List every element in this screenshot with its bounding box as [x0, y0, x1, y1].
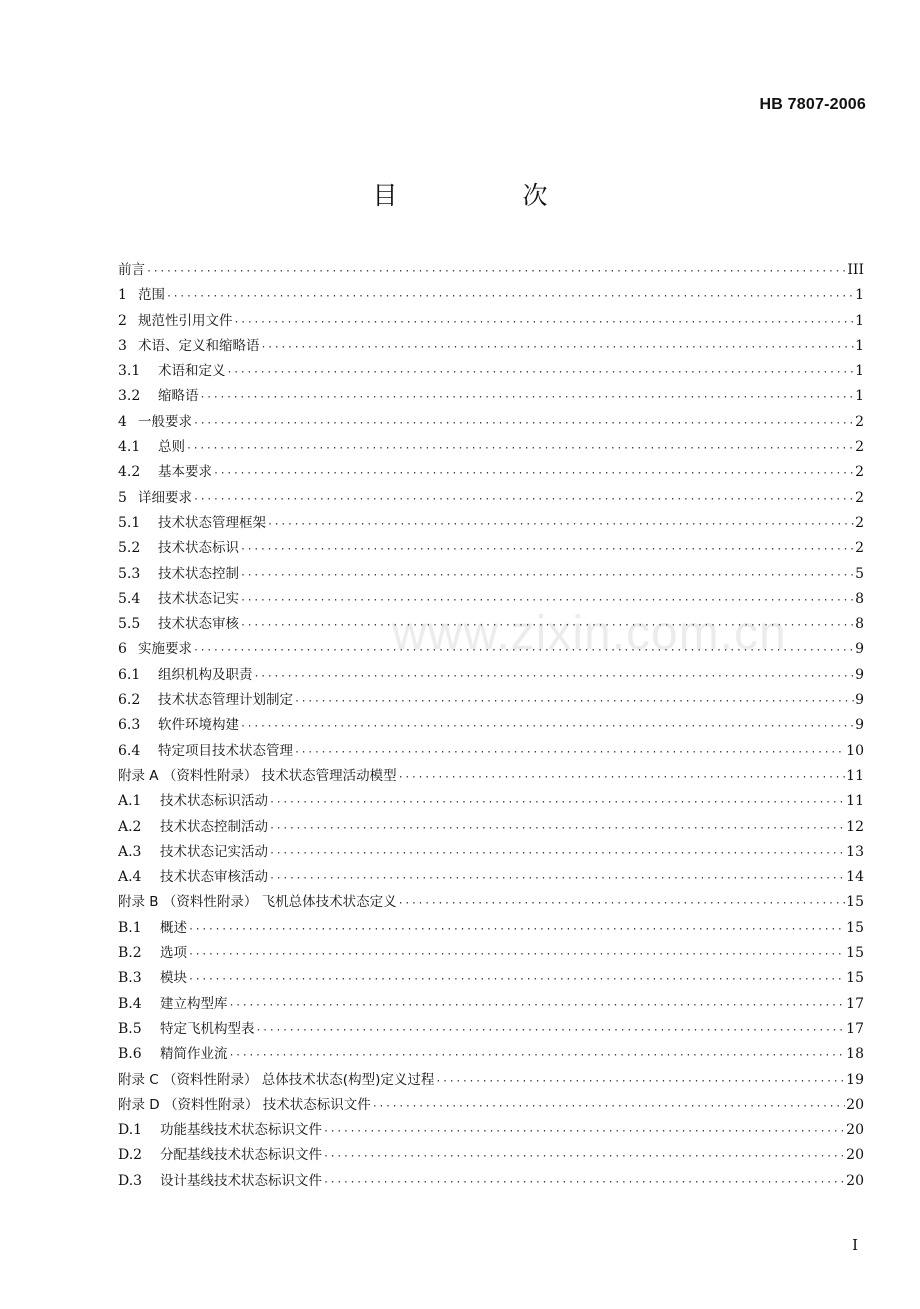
dot-leader: [323, 1170, 845, 1194]
dot-leader: [269, 790, 845, 814]
toc-entry-page: 18: [846, 1046, 864, 1063]
toc-entry[interactable]: [118, 435, 864, 460]
dot-leader: [227, 360, 855, 384]
toc-entry-page: 12: [846, 818, 864, 835]
toc-entry-number: B.1: [118, 919, 142, 936]
toc-entry-number: B.6: [118, 1046, 142, 1063]
dot-leader: [267, 512, 854, 536]
dot-leader: [213, 461, 854, 485]
standard-code: HB 7807-2006: [759, 96, 866, 113]
toc-entry-page: 8: [855, 590, 864, 607]
toc-entry-page: 1: [855, 287, 864, 304]
toc-entry[interactable]: [118, 536, 864, 561]
dot-leader: [269, 866, 845, 890]
toc-entry-number: 5.3: [118, 565, 141, 582]
toc-entry-number: B.4: [118, 995, 142, 1012]
toc-entry-label: 术语、定义和缩略语: [138, 337, 260, 354]
toc-entry[interactable]: [118, 764, 864, 789]
toc-entry-label: 精简作业流: [160, 1046, 228, 1063]
toc-entry-page: 20: [846, 1096, 864, 1113]
toc-entry-page: 13: [846, 843, 864, 860]
toc-entry[interactable]: [118, 1118, 864, 1143]
toc-entry[interactable]: [118, 637, 864, 662]
toc-entry-label: 概述: [160, 919, 187, 936]
dot-leader: [234, 310, 855, 334]
toc-entry-page: 8: [855, 616, 864, 633]
toc-entry-label: 特定项目技术状态管理: [158, 742, 293, 759]
toc-entry-label: 技术状态审核活动: [160, 869, 268, 886]
toc-entry-number: 5: [118, 489, 127, 506]
toc-entry-label: 技术状态标识: [158, 540, 239, 557]
toc-entry-label: 规范性引用文件: [138, 312, 233, 329]
toc-entry-label: 一般要求: [138, 413, 192, 430]
dot-leader: [166, 284, 854, 308]
toc-entry-number: A.3: [118, 843, 142, 860]
toc-entry-number: B.5: [118, 1020, 142, 1037]
toc-entry-label: 特定飞机构型表: [160, 1020, 255, 1037]
toc-entry-label: 设计基线技术状态标识文件: [160, 1172, 322, 1189]
toc-entry[interactable]: [118, 511, 864, 536]
dot-leader: [240, 588, 854, 612]
toc-entry-number: 5.1: [118, 514, 141, 531]
toc-entry-page: 1: [855, 388, 864, 405]
dot-leader: [193, 411, 854, 435]
dot-leader: [398, 765, 846, 789]
toc-entry-page: 15: [846, 970, 864, 987]
toc-entry-number: 4: [118, 413, 127, 430]
toc-entry[interactable]: [118, 1169, 864, 1194]
toc-entry-page: 2: [855, 413, 864, 430]
toc-entry[interactable]: [118, 334, 864, 359]
toc-entry-label: 模块: [160, 970, 187, 987]
toc-entry[interactable]: [118, 865, 864, 890]
toc-entry[interactable]: [118, 612, 864, 637]
toc-entry-label: 软件环境构建: [158, 717, 239, 734]
toc-entry-number: A.1: [118, 793, 142, 810]
toc-entry-page: 11: [846, 767, 864, 784]
dot-leader: [294, 689, 854, 713]
toc-entry-page: 2: [855, 514, 864, 531]
dot-leader: [269, 816, 845, 840]
toc-entry[interactable]: [118, 384, 864, 409]
dot-leader: [240, 563, 854, 587]
dot-leader: [229, 993, 846, 1017]
toc-entry[interactable]: [118, 992, 864, 1017]
dot-leader: [254, 664, 855, 688]
toc-entry-page: 9: [855, 666, 864, 683]
toc-entry-number: 4.1: [118, 439, 141, 456]
dot-leader: [240, 613, 854, 637]
toc-entry-label: 技术状态管理计划制定: [158, 692, 293, 709]
toc-entry[interactable]: [118, 359, 864, 384]
toc-entry-number: 1: [118, 287, 127, 304]
toc-entry-label: 实施要求: [138, 641, 192, 658]
toc-entry-page: 17: [846, 1020, 864, 1037]
toc-entry-number: 3.2: [118, 388, 141, 405]
toc-entry-page: 19: [846, 1071, 864, 1088]
toc-entry-page: 10: [846, 742, 864, 759]
toc-entry-label: 附录 D （资料性附录） 技术状态标识文件: [118, 1096, 371, 1113]
dot-leader: [323, 1144, 845, 1168]
toc-entry-number: 2: [118, 312, 127, 329]
toc-entry-label: 技术状态管理框架: [158, 514, 266, 531]
toc-entry[interactable]: [118, 587, 864, 612]
toc-entry-number: 3.1: [118, 363, 141, 380]
toc-entry-page: 9: [855, 692, 864, 709]
dot-leader: [240, 714, 854, 738]
toc-entry-page: 15: [846, 894, 864, 911]
toc-entry-page: 15: [846, 945, 864, 962]
watermark: www.zixin.com.cn: [392, 607, 787, 660]
toc-entry-page: 2: [855, 489, 864, 506]
toc-entry[interactable]: [118, 486, 864, 511]
dot-leader: [146, 259, 846, 283]
toc-entry-label: 详细要求: [138, 489, 192, 506]
toc-entry-label: 功能基线技术状态标识文件: [160, 1122, 322, 1139]
page-title: 目 次: [372, 181, 598, 210]
toc-entry[interactable]: [118, 410, 864, 435]
dot-leader: [435, 1069, 845, 1093]
dot-leader: [372, 1094, 845, 1118]
dot-leader: [193, 638, 854, 662]
toc-entry-number: A.2: [118, 818, 142, 835]
toc-entry-label: 技术状态控制: [158, 565, 239, 582]
dot-leader: [188, 942, 845, 966]
toc-entry-page: 1: [855, 337, 864, 354]
toc-entry-label: 建立构型库: [160, 995, 228, 1012]
toc-entry-page: 1: [855, 312, 864, 329]
toc-entry-page: 11: [846, 793, 864, 810]
toc-entry-number: 5.4: [118, 590, 141, 607]
toc-entry[interactable]: [118, 916, 864, 941]
toc-entry-page: 9: [855, 641, 864, 658]
toc-entry-number: D.1: [118, 1122, 143, 1139]
toc-entry-number: 6.4: [118, 742, 141, 759]
toc-entry-page: 20: [846, 1147, 864, 1164]
toc-entry-number: 5.5: [118, 616, 141, 633]
toc-entry[interactable]: [118, 789, 864, 814]
dot-leader: [193, 487, 854, 511]
toc-entry-page: 17: [846, 995, 864, 1012]
toc-entry-label: 组织机构及职责: [158, 666, 253, 683]
toc-entry-page: 1: [855, 363, 864, 380]
toc-entry-number: D.2: [118, 1147, 143, 1164]
dot-leader: [229, 1043, 846, 1067]
toc-entry-page: 2: [855, 439, 864, 456]
dot-leader: [323, 1119, 845, 1143]
toc-entry[interactable]: [118, 663, 864, 688]
toc-entry-page: III: [847, 262, 864, 278]
toc-entry-label: 附录 B （资料性附录） 飞机总体技术状态定义: [118, 894, 397, 911]
toc-entry[interactable]: [118, 815, 864, 840]
toc-entry[interactable]: [118, 966, 864, 991]
toc-entry-number: 6.3: [118, 717, 141, 734]
toc-entry-number: 6: [118, 641, 127, 658]
dot-leader: [186, 436, 854, 460]
toc-entry-page: 2: [855, 464, 864, 481]
toc-entry[interactable]: [118, 1093, 864, 1118]
toc-entry-page: 15: [846, 919, 864, 936]
toc-entry-label: 前言: [118, 262, 145, 278]
toc-entry-page: 20: [846, 1172, 864, 1189]
toc-entry-label: 附录 A （资料性附录） 技术状态管理活动模型: [118, 767, 397, 784]
toc-entry-label: 分配基线技术状态标识文件: [160, 1147, 322, 1164]
toc-entry[interactable]: [118, 739, 864, 764]
dot-leader: [188, 967, 845, 991]
toc-entry-label: 基本要求: [158, 464, 212, 481]
toc-entry[interactable]: [118, 1042, 864, 1067]
toc-entry-label: 附录 C （资料性附录） 总体技术状态(构型)定义过程: [118, 1071, 435, 1088]
toc-entry[interactable]: [118, 840, 864, 865]
toc-entry[interactable]: [118, 309, 864, 334]
toc-entry-number: 3: [118, 337, 127, 354]
dot-leader: [200, 385, 855, 409]
toc-entry-number: D.3: [118, 1172, 143, 1189]
toc-entry-number: 6.1: [118, 666, 141, 683]
page-number: I: [852, 1236, 858, 1254]
dot-leader: [398, 891, 846, 915]
toc-entry[interactable]: [118, 713, 864, 738]
toc-entry-number: B.2: [118, 945, 142, 962]
toc-entry[interactable]: [118, 941, 864, 966]
toc-entry-label: 范围: [138, 287, 165, 304]
toc-entry-number: 4.2: [118, 464, 141, 481]
toc-entry-label: 技术状态记实活动: [160, 843, 268, 860]
toc-entry-page: 9: [855, 717, 864, 734]
toc-entry-page: 5: [855, 565, 864, 582]
dot-leader: [256, 1018, 846, 1042]
toc-entry[interactable]: [118, 258, 864, 283]
toc-entry-number: 5.2: [118, 540, 141, 557]
dot-leader: [188, 917, 845, 941]
toc-entry-label: 术语和定义: [158, 363, 226, 380]
toc-entry-number: 6.2: [118, 692, 141, 709]
toc-entry-label: 总则: [158, 439, 185, 456]
toc-entry-page: 2: [855, 540, 864, 557]
table-of-contents: [118, 258, 864, 1194]
toc-entry[interactable]: [118, 460, 864, 485]
toc-entry-page: 14: [846, 869, 864, 886]
dot-leader: [294, 740, 845, 764]
toc-entry[interactable]: [118, 1017, 864, 1042]
dot-leader: [269, 841, 845, 865]
toc-entry-label: 选项: [160, 945, 187, 962]
dot-leader: [240, 537, 854, 561]
toc-entry[interactable]: [118, 1143, 864, 1168]
toc-entry-label: 技术状态标识活动: [160, 793, 268, 810]
toc-entry[interactable]: [118, 890, 864, 915]
toc-entry-label: 缩略语: [158, 388, 199, 405]
toc-entry-label: 技术状态记实: [158, 590, 239, 607]
toc-entry[interactable]: [118, 1068, 864, 1093]
toc-entry[interactable]: [118, 688, 864, 713]
toc-entry[interactable]: [118, 562, 864, 587]
dot-leader: [261, 335, 855, 359]
toc-entry[interactable]: [118, 283, 864, 308]
toc-entry-label: 技术状态控制活动: [160, 818, 268, 835]
toc-entry-number: A.4: [118, 869, 142, 886]
toc-entry-number: B.3: [118, 970, 142, 987]
toc-entry-page: 20: [846, 1122, 864, 1139]
toc-entry-label: 技术状态审核: [158, 616, 239, 633]
